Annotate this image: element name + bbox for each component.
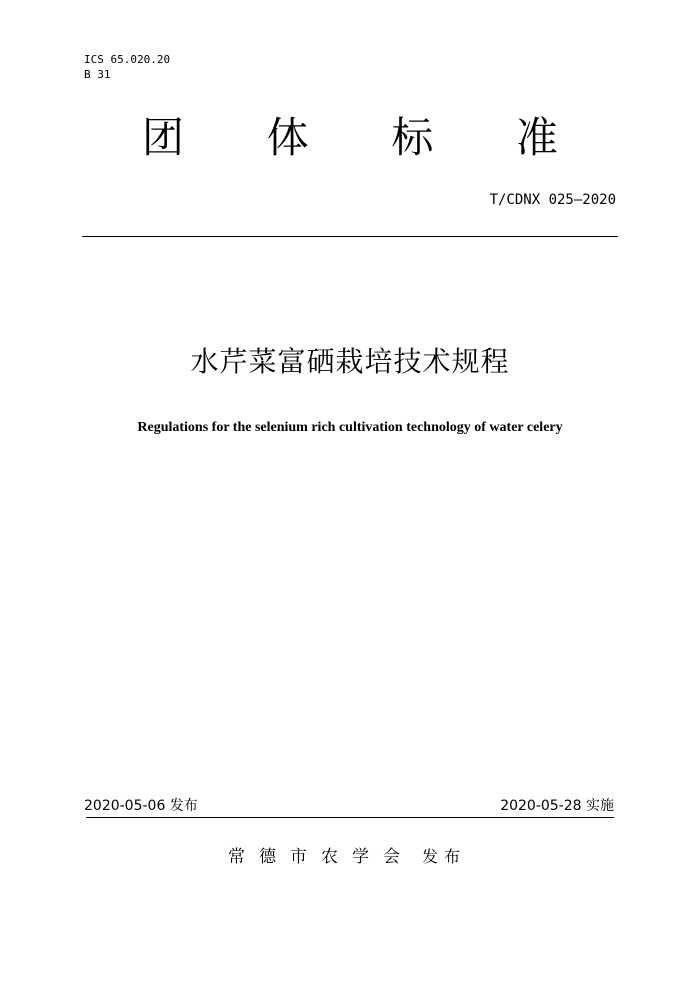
document-title-chinese: 水芹菜富硒栽培技术规程	[190, 345, 510, 378]
category-char: 体	[266, 113, 309, 162]
release-date: 2020-05-06 发布	[84, 798, 198, 814]
date-row	[84, 796, 614, 816]
footer-divider	[86, 817, 614, 818]
implementation-date: 2020-05-28 实施	[500, 798, 614, 814]
ics-code: ICS 65.020.20	[84, 53, 171, 66]
document-title-english: Regulations for the selenium rich cultivation technology of water celery	[137, 420, 563, 435]
standard-category-title	[82, 110, 618, 166]
publisher-line	[228, 845, 466, 869]
ccs-code: B 31	[84, 68, 111, 81]
category-char: 准	[515, 113, 558, 162]
classification-codes	[84, 52, 170, 82]
category-char: 标	[391, 113, 434, 162]
standard-number: T/CDNX 025—2020	[489, 192, 616, 208]
category-char: 团	[142, 113, 185, 162]
publisher-name: 常德市农学会	[228, 847, 414, 867]
header-divider	[82, 236, 618, 237]
publish-label: 发布	[422, 847, 467, 866]
